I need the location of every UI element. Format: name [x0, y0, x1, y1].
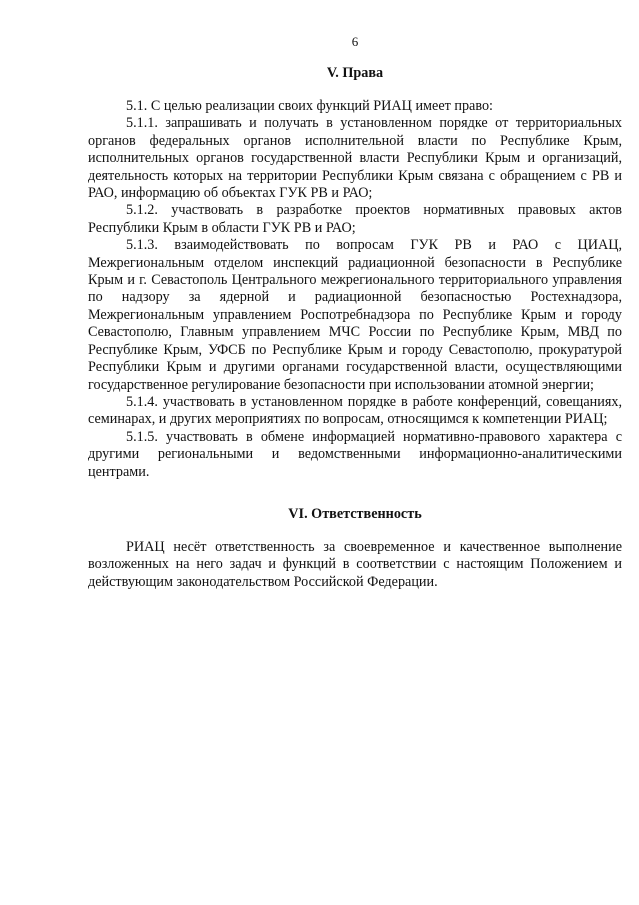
- section-6-title: VI. Ответственность: [288, 505, 422, 522]
- section-5-title: V. Права: [326, 65, 384, 81]
- paragraph-5-1-4: 5.1.4. участвовать в установленном порядке в работе конференций, совещаниях, семинарах, и других мероприятиях по вопросам, относящимся к компетенции РИАЦ;: [88, 393, 622, 428]
- document-page: [88, 34, 622, 591]
- section-spacer: [88, 481, 622, 505]
- paragraph-5-1-3: 5.1.3. взаимодействовать по вопросам ГУК РВ и РАО с ЦИАЦ, Межрегиональным отделом инспекций радиационной безопасности в Республике Крым и г. Севастополь Центрального межрегионального территориального управления по надзору за ядерной и радиационной безопасностью Ростехнадзора, Межрегиональным управлением Роспотребнадзора по Республике Крым и городу Севастополю, Главным управлением МЧС России по Республике Крым, МВД по Республике Крым, УФСБ по Республике Крым и городу Севастополю, прокуратурой Республики Крым и другими органами государственной власти, осуществляющими государственное регулирование безопасности при использовании атомной энергии;: [88, 237, 622, 393]
- paragraph-5-1-2: 5.1.2. участвовать в разработке проектов нормативных правовых актов Республики Крым в области ГУК РВ и РАО;: [88, 202, 622, 236]
- paragraph-5-1-5: 5.1.5. участвовать в обмене информацией нормативно-правового характера с другими региональными и ведомственными информационно-аналитическими центрами.: [88, 428, 622, 480]
- page-number: 6: [351, 34, 359, 49]
- paragraph-5-1: 5.1. С целью реализации своих функций РИАЦ имеет право:: [126, 98, 493, 114]
- paragraph-6-1: РИАЦ несёт ответственность за своевременное и качественное выполнение возложенных на него задач и функций в соответствии с настоящим Положением и действующим законодательством Российской Федерации.: [88, 538, 622, 590]
- paragraph-5-1-1: 5.1.1. запрашивать и получать в установленном порядке от территориальных органов федеральных органов исполнительной власти по Республике Крым, исполнительных органов государственной власти Республики Крым и организаций, деятельность которых на территории Республики Крым связана с обращением с РВ и РАО, информацию об объектах ГУК РВ и РАО;: [88, 115, 622, 202]
